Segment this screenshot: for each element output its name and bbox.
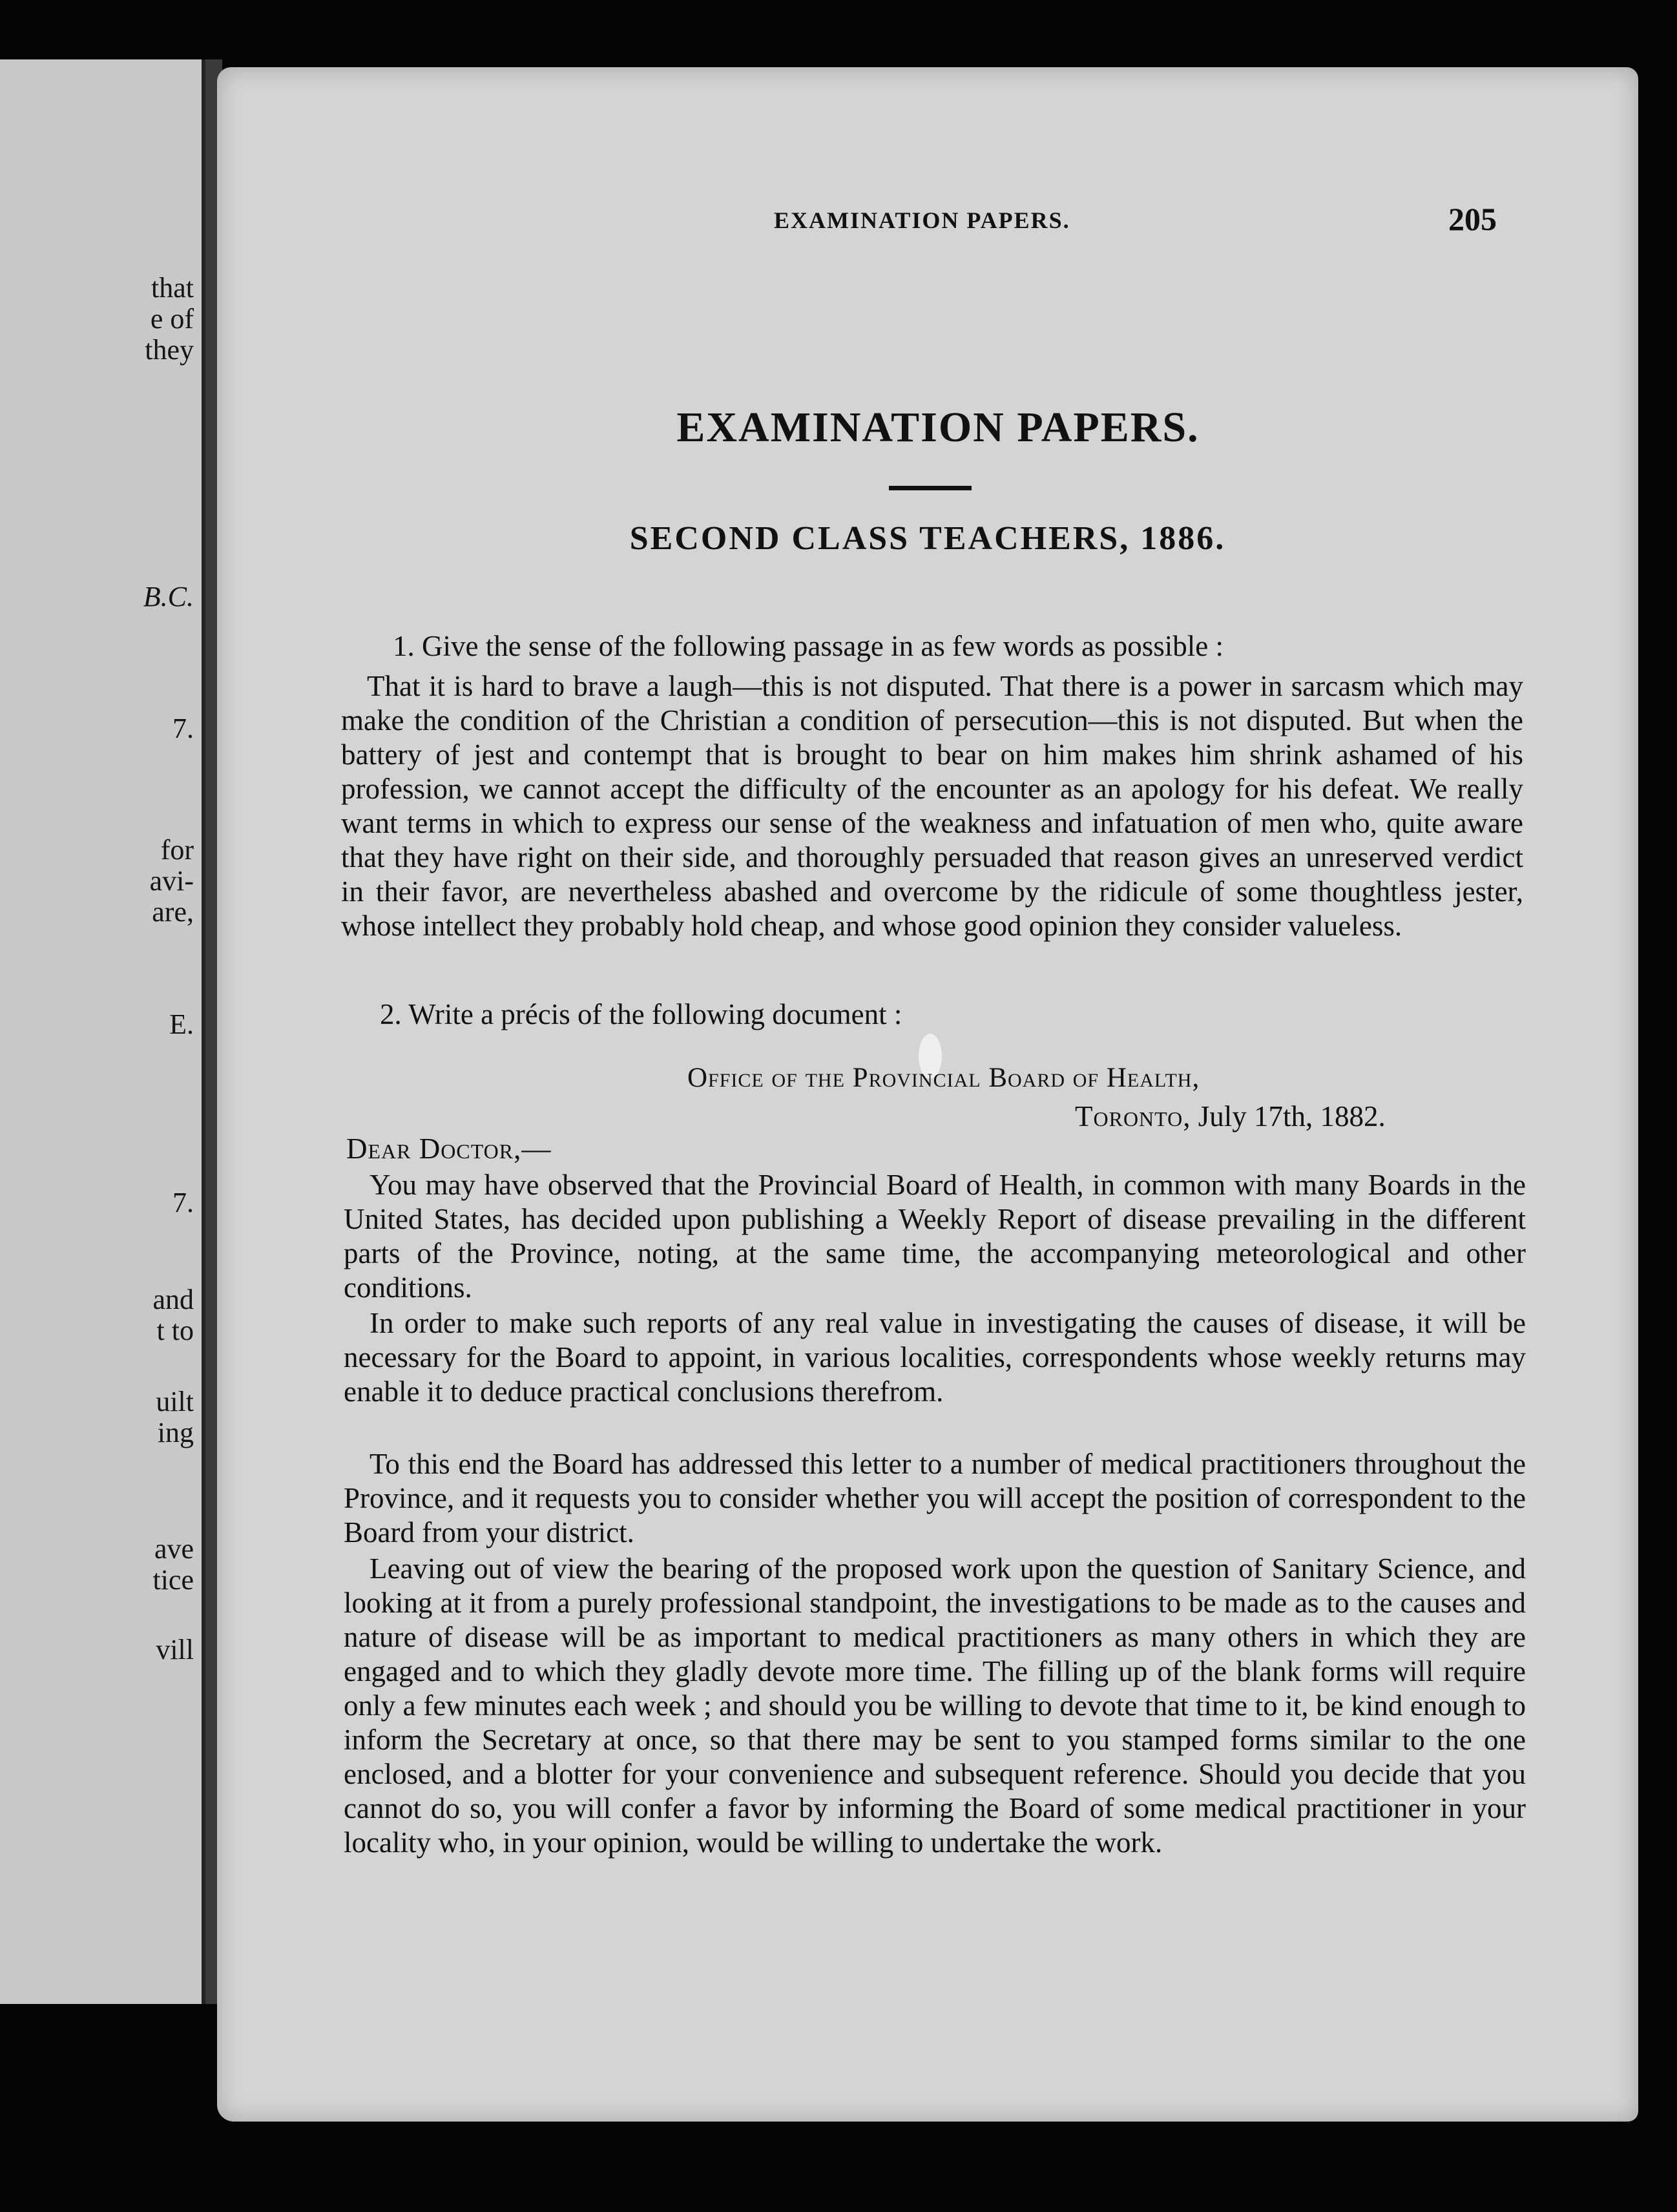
section-title: SECOND CLASS TEACHERS, 1886.: [629, 520, 1226, 557]
letter-paragraph: [344, 1447, 1526, 1550]
letter-paragraph: [344, 1168, 1526, 1305]
facing-page-fragment: for avi- are,: [149, 834, 194, 928]
letter-paragraph: [344, 1552, 1526, 1860]
facing-page-fragment: vill: [156, 1634, 194, 1665]
letter-dateline: [1075, 1100, 1386, 1133]
letter-place: Toronto,: [1075, 1100, 1191, 1132]
passage-text: That it is hard to brave a laugh—this is not disputed. That there is a power in sarcasm which may make the condition of the Christian a condition of persecution—this is not disputed. But when the battery of jest and contempt that is brought to bear on him makes him shrink ashamed of his profession, we cannot accept the difficulty of the encounter as an apology for his defeat. We really want terms in which to express our sense of the weakness and infatuation of men who, quite aware that they have right on their side, and thoroughly persuaded that reason gives an unreserved verdict in their favor, are nevertheless abashed and overcome by the ridicule of some thoughtless jester, whose intellect they probably hold cheap, and whose good opinion they consider valueless.: [341, 670, 1523, 942]
page-title: EXAMINATION PAPERS.: [676, 404, 1200, 451]
facing-page-fragment: uilt ing: [156, 1386, 194, 1448]
letter-paragraph-text: You may have observed that the Provincial Board of Health, in common with many Boards in the United States, has decided upon publishing a Weekly Report of disease prevailing in the different parts of the Province, noting, at the same time, the accompanying meteorological and other conditions.: [344, 1169, 1526, 1304]
letter-paragraph: [344, 1306, 1526, 1409]
facing-page-fragment: ave tice: [152, 1533, 194, 1596]
passage-paragraph: [341, 669, 1523, 943]
letter-paragraph-text: To this end the Board has addressed this letter to a number of medical practitioners throughout the Province, and it requests you to consider whether you will accept the position of correspondent to the Board from your district.: [344, 1448, 1526, 1549]
facing-page-fragment: that e of they: [145, 272, 194, 366]
letter-paragraph-text: Leaving out of view the bearing of the proposed work upon the question of Sanitary Science, and looking at it from a purely professional standpoint, the investigations to be made as to the causes and nature of disease will be as important to medical practitioners as many others in which they are engaged and to which they gladly devote more time. The filling up of the blank forms will require only a few minutes each week ; and should you be willing to devote that time to it, be kind enough to inform the Secretary at once, so that there may be sent to you stamped forms similar to the one enclosed, and a blotter for your convenience and subsequent reference. Should you decide that you cannot do so, you will confer a favor by informing the Board of some medical practitioner in your locality who, in your opinion, would be willing to undertake the work.: [344, 1552, 1526, 1859]
facing-page-fragment: B.C.: [143, 581, 194, 612]
title-rule: [889, 486, 972, 490]
letter-date: July 17th, 1882.: [1198, 1100, 1386, 1132]
facing-page-fragment: 7.: [172, 713, 194, 744]
facing-page: [0, 59, 205, 2004]
letter-paragraph-text: In order to make such reports of any real value in investigating the causes of disease, it will be necessary for the Board to appoint, in various localities, correspondents whose weekly returns may enable it to deduce practical conclusions therefrom.: [344, 1307, 1526, 1408]
letter-salutation: Dear Doctor,—: [346, 1132, 552, 1165]
facing-page-fragment: 7.: [172, 1187, 194, 1218]
facing-page-fragment: and t to: [152, 1284, 194, 1346]
question-2: 2. Write a précis of the following document :: [380, 998, 902, 1030]
question-1: 1. Give the sense of the following passage in as few words as possible :: [393, 630, 1224, 662]
book-page: [217, 67, 1638, 2122]
letter-office-heading: Office of the Provincial Board of Health,: [687, 1063, 1200, 1093]
running-head: EXAMINATION PAPERS.: [774, 207, 1070, 233]
page-number: 205: [1448, 201, 1497, 237]
facing-page-fragment: E.: [169, 1008, 194, 1040]
